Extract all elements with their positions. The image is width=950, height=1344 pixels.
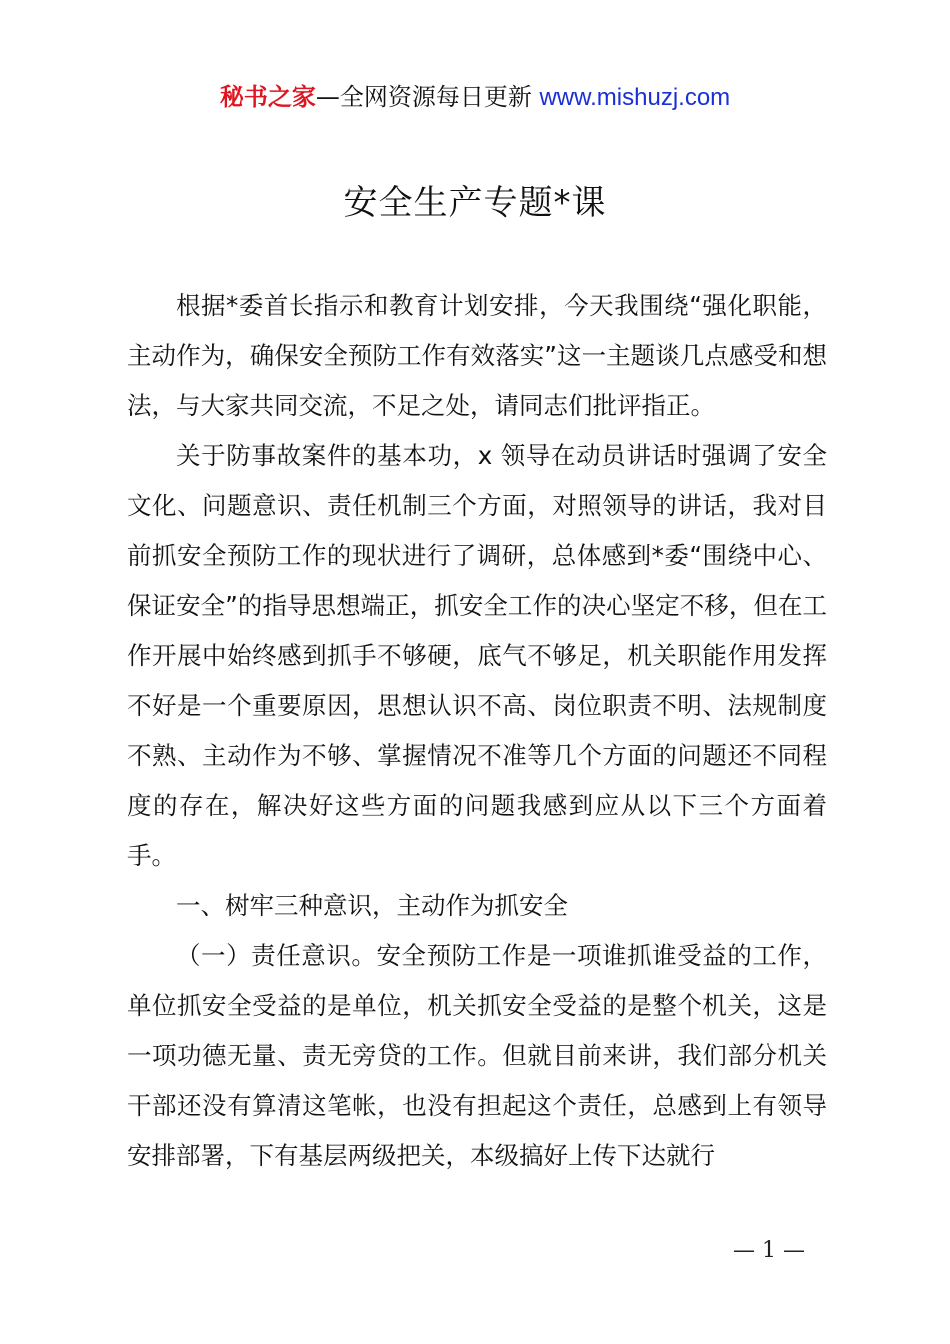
site-url-link[interactable]: www.mishuzj.com xyxy=(539,84,731,111)
document-title: 安全生产专题*课 xyxy=(343,183,607,223)
header-slogan: —全网资源每日更新 xyxy=(315,83,532,111)
document-body xyxy=(127,281,827,1181)
brand-name: 秘书之家 xyxy=(219,83,316,111)
section-heading: 一、树牢三种意识，主动作为抓安全 xyxy=(176,891,568,920)
paragraph-responsibility: （一）责任意识。安全预防工作是一项谁抓谁受益的工作，单位抓安全受益的是单位，机关抓安全受益的是整个机关，这是一项功德无量、责无旁贷的工作。但就目前来讲，我们部分机关干部还没有算清这笔帐，也没有担起这个责任，总感到上有领导安排部署，下有基层两级把关，本级搞好上传下达就行 xyxy=(127,941,827,1170)
page-number: — 1 — xyxy=(733,1238,805,1263)
paragraph-intro: 根据*委首长指示和教育计划安排，今天我围绕“强化职能，主动作为，确保安全预防工作有效落实”这一主题谈几点感受和想法，与大家共同交流，不足之处，请同志们批评指正。 xyxy=(127,291,827,420)
site-header xyxy=(0,80,950,115)
paragraph-analysis: 关于防事故案件的基本功，x 领导在动员讲话时强调了安全文化、问题意识、责任机制三个方面，对照领导的讲话，我对目前抓安全预防工作的现状进行了调研，总体感到*委“围绕中心、保证安全”的指导思想端正，抓安全工作的决心坚定不移，但在工作开展中始终感到抓手不够硬，底气不够足，机关职能作用发挥不好是一个重要原因，思想认识不高、岗位职责不明、法规制度不熟、主动作为不够、掌握情况不准等几个方面的问题还不同程度的存在，解决好这些方面的问题我感到应从以下三个方面着手。 xyxy=(127,441,827,870)
